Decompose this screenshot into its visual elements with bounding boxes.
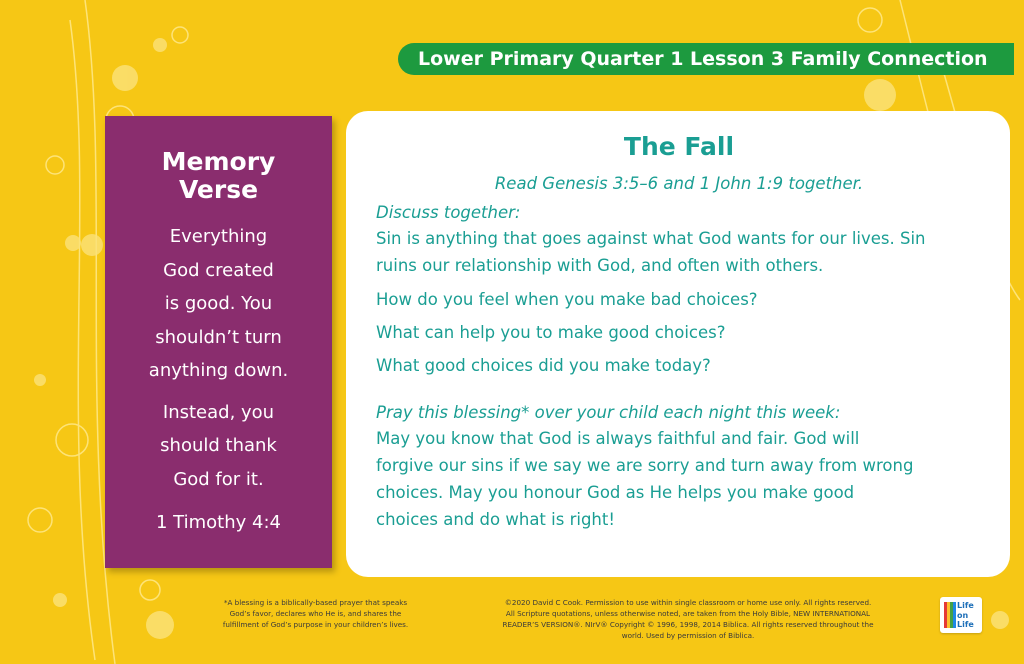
- memory-verse-title-line1: Memory: [161, 147, 276, 176]
- blessing-footnote: [198, 597, 433, 630]
- verse-line: Everything: [169, 226, 268, 247]
- discussion-question: What good choices did you make today?: [376, 356, 711, 375]
- life-on-life-logo: [940, 597, 982, 633]
- discuss-text-line: ruins our relationship with God, and often with others.: [376, 256, 824, 275]
- memory-verse-title-line2: Verse: [178, 175, 259, 204]
- verse-line: should thank: [160, 435, 277, 456]
- logo-text-line: on: [957, 610, 969, 620]
- verse-reference: 1 Timothy 4:4: [156, 512, 281, 533]
- pray-label: Pray this blessing* over your child each night this week:: [376, 403, 841, 422]
- blessing-line: forgive our sins if we say we are sorry and turn away from wrong: [376, 456, 914, 475]
- lesson-banner: Lower Primary Quarter 1 Lesson 3 Family Connection: [398, 43, 1014, 75]
- copyright-line: All Scripture quotations, unless otherwise noted, are taken from the Holy Bible, NEW INTERNATIONAL: [505, 609, 871, 618]
- lesson-title: The Fall: [623, 132, 735, 161]
- logo-text-line: Life: [957, 620, 974, 629]
- reading-instruction: Read Genesis 3:5–6 and 1 John 1:9 together.: [494, 174, 864, 193]
- blessing-line: May you know that God is always faithful and fair. God will: [376, 429, 860, 448]
- footnote-line: fulfillment of God’s purpose in your children’s lives.: [222, 620, 409, 629]
- discuss-text-line: Sin is anything that goes against what God wants for our lives. Sin: [376, 229, 926, 248]
- copyright-notice: [448, 597, 928, 641]
- copyright-line: READER’S VERSION®. NIrV® Copyright © 1996, 1998, 2014 Biblica. All rights reserved throughout the: [502, 620, 874, 629]
- verse-line: God created: [163, 259, 274, 281]
- discuss-label: Discuss together:: [376, 203, 521, 222]
- blessing-line: choices. May you honour God as He helps you make good: [376, 483, 855, 502]
- logo-stripes-icon: [944, 602, 956, 628]
- footnote-line: *A blessing is a biblically-based prayer that speaks: [223, 598, 408, 607]
- verse-line: God for it.: [173, 468, 264, 490]
- blessing-line: choices and do what is right!: [376, 510, 615, 529]
- discussion-question: How do you feel when you make bad choices?: [376, 290, 758, 309]
- logo-text-line: Life: [957, 601, 974, 610]
- copyright-line: world. Used by permission of Biblica.: [621, 631, 755, 640]
- discussion-question: What can help you to make good choices?: [376, 323, 726, 342]
- logo-text: [957, 601, 974, 630]
- copyright-line: ©2020 David C Cook. Permission to use within single classroom or home use only. All rights reserved.: [504, 598, 872, 607]
- memory-verse-title: [105, 148, 332, 204]
- lesson-content-card: [346, 111, 1010, 577]
- verse-line: shouldn’t turn: [155, 326, 282, 348]
- verse-line: anything down.: [148, 360, 289, 381]
- memory-verse-card: [105, 116, 332, 568]
- verse-line: Instead, you: [162, 401, 275, 423]
- footnote-line: God’s favor, declares who He is, and shares the: [229, 609, 402, 618]
- verse-line: is good. You: [164, 293, 273, 314]
